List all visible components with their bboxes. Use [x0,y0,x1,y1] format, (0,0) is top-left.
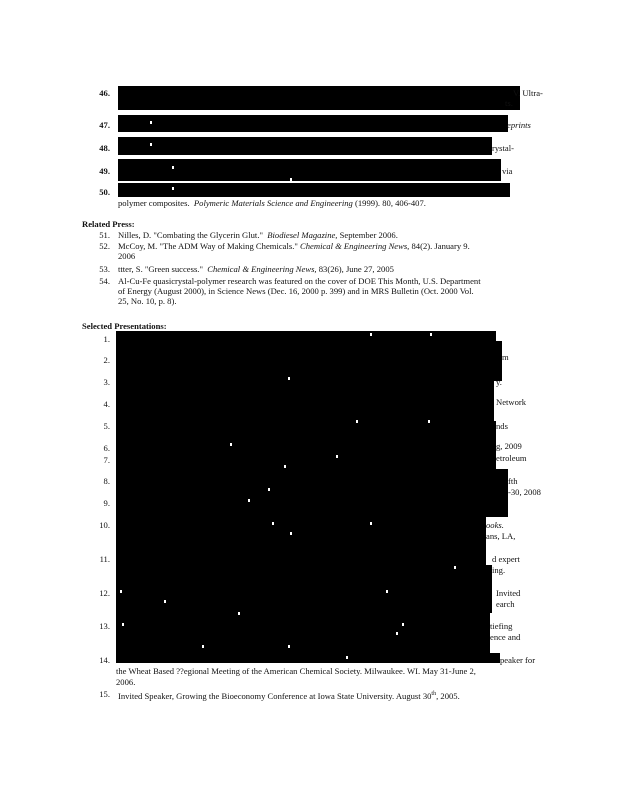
press-number: 54. [99,276,110,286]
presentation-tail: ans, LA, [486,531,516,541]
presentation-number: 15. [99,689,110,699]
presentation-number: 3. [103,377,110,387]
press-item-continuation: of Energy (August 2000), in Science News (Dec. 16, 2000 p. 399) and in MRS Bulletin (Oct. 2000 Vol. [118,286,474,296]
presentation-line: 2006. [116,677,136,687]
press-item-continuation: 25, No. 10, p. 8). [118,296,177,306]
redaction-block [118,159,501,181]
section-heading: Selected Presentations: [82,321,167,331]
ref-number: 48. [99,143,110,153]
presentation-number: 5. [103,421,110,431]
ref-tail: via [502,166,513,176]
redaction-block [116,341,502,381]
presentation-number: 7. [103,455,110,465]
presentation-number: 4. [103,399,110,409]
presentation-number: 6. [103,443,110,453]
presentation-tail: earch [496,599,515,609]
presentation-number: 8. [103,476,110,486]
redaction-block [118,86,520,110]
presentation-tail: d expert [492,554,520,564]
presentation-tail: Network [496,397,527,407]
section-heading: Related Press: [82,219,135,229]
presentation-number: 9. [103,498,110,508]
redaction-block [116,565,492,613]
presentation-tail: -30, 2008 [508,487,541,497]
redaction-block [116,653,500,663]
press-item: McCoy, M. "The ADM Way of Making Chemicals." Chemical & Engineering News, 84(2). January 9. [118,241,470,251]
ref-tail: V. Ultra- [513,88,543,98]
ref-number: 46. [99,88,110,98]
presentation-tail: m [502,352,509,362]
redaction-block [116,613,490,653]
presentation-tail: y. [496,377,502,387]
ref-number: 50. [99,187,110,197]
press-item-continuation: 2006 [118,251,136,261]
redaction-block [116,331,496,341]
presentation-tail: nds [496,421,508,431]
presentation-tail: ooks. [486,520,504,530]
ref-number: 47. [99,120,110,130]
presentation-line: the Wheat Based ??egional Meeting of the American Chemical Society. Milwaukee. WI. May 31-June 2, [116,666,476,676]
ref-tail: ts. [505,98,513,108]
presentation-tail: fth [508,476,518,486]
presentation-line: Invited Speaker, Growing the Bioeconomy Conference at Iowa State University. August 30th, 2005. [118,690,460,701]
presentation-tail: ence and [490,632,521,642]
ref-continuation: polymer composites. Polymeric Materials Science and Engineering (1999). 80, 406-407. [118,198,426,208]
presentation-number: 14. [99,655,110,665]
redaction-block [118,183,510,197]
presentation-tail: tiefing [490,621,513,631]
ref-number: 49. [99,166,110,176]
presentation-tail: peaker for [500,655,536,665]
ref-tail: rystal- [492,143,514,153]
press-item: Al-Cu-Fe quasicrystal-polymer research was featured on the cover of DOE This Month, U.S. Department [118,276,481,286]
redaction-block [118,137,492,155]
presentation-number: 12. [99,588,110,598]
redaction-block [116,469,508,517]
press-number: 51. [99,230,110,240]
redaction-block [118,115,508,132]
ref-tail: eprints [507,120,531,130]
presentation-number: 13. [99,621,110,631]
presentation-tail: g, 2009 [496,441,522,451]
press-item: ttter, S. "Green success." Chemical & Engineering News, 83(26), June 27, 2005 [118,264,394,274]
presentation-tail: etroleum [496,453,527,463]
presentation-number: 1. [103,334,110,344]
redaction-block [116,381,494,421]
press-number: 53. [99,264,110,274]
presentation-number: 2. [103,355,110,365]
press-number: 52. [99,241,110,251]
presentation-number: 10. [99,520,110,530]
presentation-number: 11. [99,554,110,564]
presentation-tail: Invited [496,588,521,598]
redaction-block [116,517,486,565]
redaction-block [116,421,496,469]
press-item: Nilles, D. "Combating the Glycerin Glut." Biodiesel Magazine, September 2006. [118,230,398,240]
presentation-tail: ing. [492,565,506,575]
